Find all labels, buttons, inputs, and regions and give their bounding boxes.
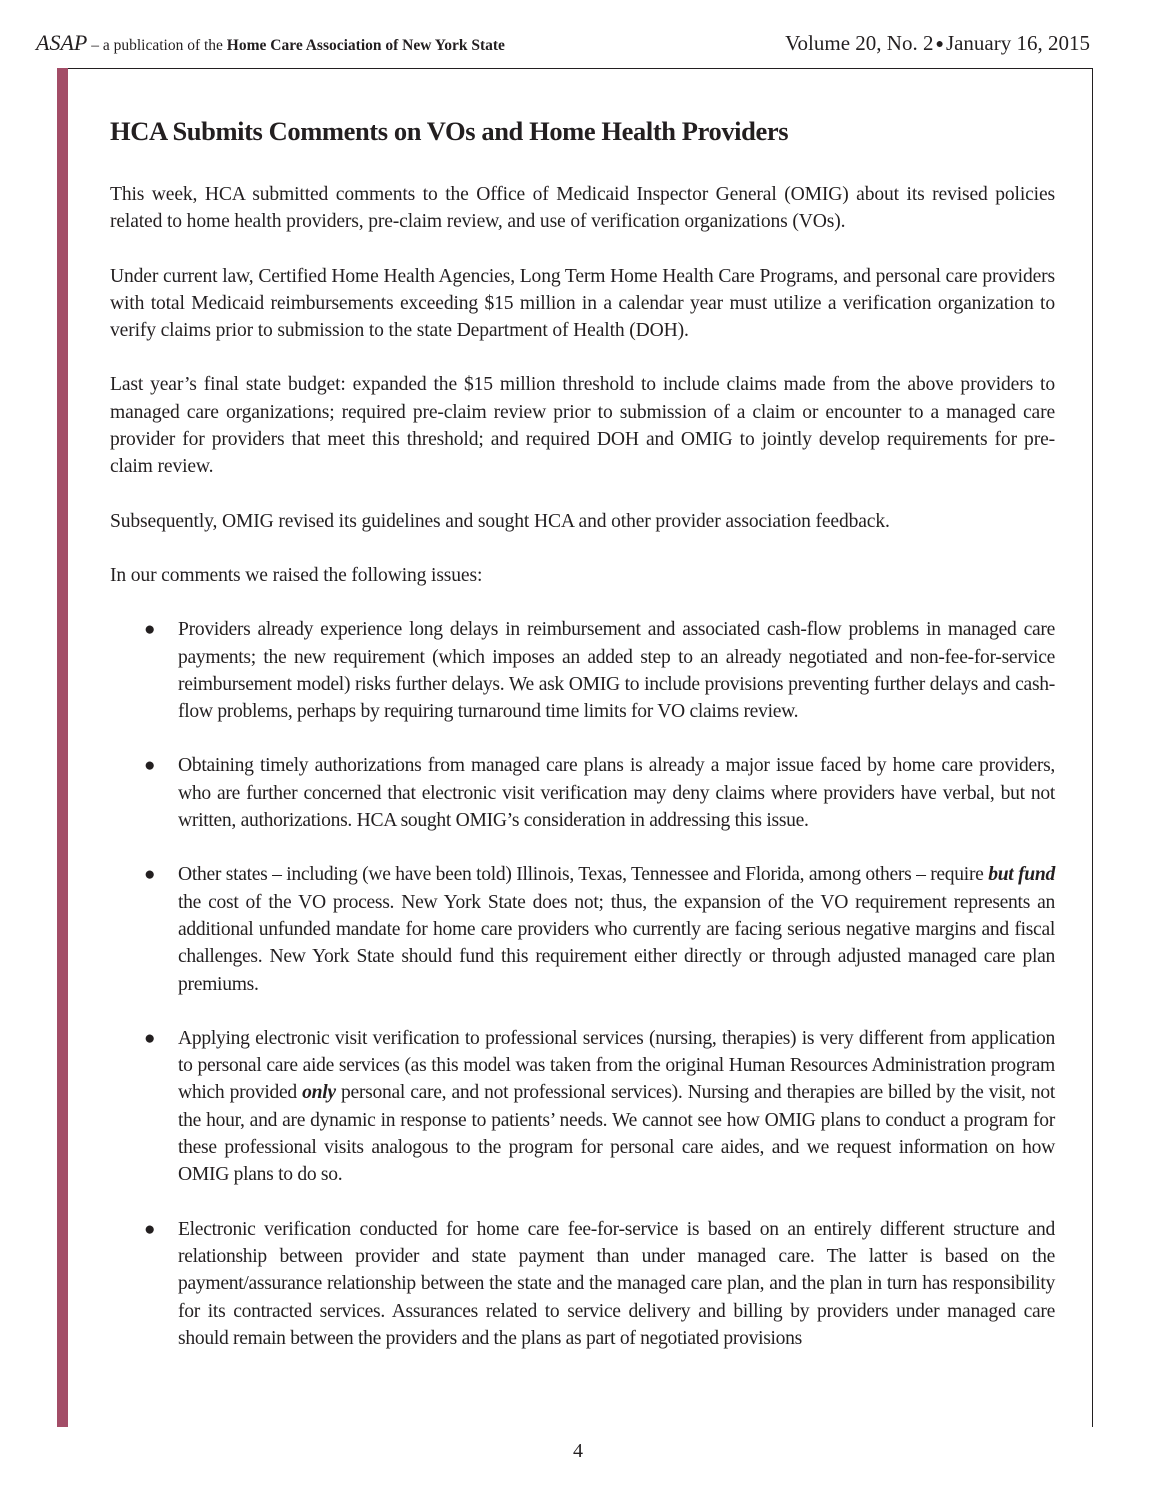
paragraph-current-law: Under current law, Certified Home Health Agencies, Long Term Home Health Care Programs, and personal care providers with total Medicaid reimbursements exceeding $15 million in a calendar year must utilize a verification organization to verify claims prior to submission to the state Department of Health (DOH). xyxy=(110,265,1055,342)
running-header xyxy=(36,30,1090,62)
issue-date: January 16, 2015 xyxy=(945,31,1090,55)
paragraph-issues-intro: In our comments we raised the following issues: xyxy=(110,564,483,586)
list-item xyxy=(110,1025,1055,1189)
bullet-separator-icon: ● xyxy=(935,37,944,52)
list-item xyxy=(110,616,1055,725)
emphasis-text: only xyxy=(302,1082,336,1104)
issue-text-before: Applying electronic visit verification to professional services (nursing, therapies) is very different from application to personal care aide services (as this model was taken from the original Human Resources Administration program which provided xyxy=(178,1027,1055,1104)
issue-text-after: personal care, and not professional services). Nursing and therapies are billed by the visit, not the hour, and are dynamic in response to patients’ needs. We cannot see how OMIG plans to conduct a program for these professional visits analogous to the program for personal care aides, and we request information on how OMIG plans to do so. xyxy=(178,1082,1056,1186)
emphasis-text: but fund xyxy=(988,864,1055,886)
publication-prefix: a publication of the xyxy=(102,37,227,54)
bullet-icon: ● xyxy=(144,1218,156,1240)
bullet-icon: ● xyxy=(144,619,156,641)
brand-name: ASAP xyxy=(36,30,88,55)
issue-text-before: Other states – including (we have been told) Illinois, Texas, Tennessee and Florida, among others – require xyxy=(178,864,989,886)
publication-line xyxy=(36,30,505,56)
paragraph-omig-revision: Subsequently, OMIG revised its guidelines and sought HCA and other provider association feedback. xyxy=(110,510,890,532)
paragraph-intro: This week, HCA submitted comments to the Office of Medicaid Inspector General (OMIG) about its revised policies related to home health providers, pre-claim review, and use of verification organizations (VOs). xyxy=(110,184,1055,233)
issue-text: Providers already experience long delays in reimbursement and associated cash-flow problems in managed care payments; the new requirement (which imposes an added step to an already negotiated and non-fee-for-service reimbursement model) risks further delays. We ask OMIG to include provisions preventing further delays and cash-flow problems, perhaps by requiring turnaround time limits for VO claims review. xyxy=(178,619,1055,723)
list-item xyxy=(110,861,1055,997)
list-item xyxy=(110,752,1055,834)
bullet-icon: ● xyxy=(144,864,156,886)
accent-bar xyxy=(57,68,68,1427)
issue-text: Electronic verification conducted for home care fee-for-service is based on an entirely different structure and relationship between provider and state payment than under managed care. The latter is based on the payment/assurance relationship between the state and the managed care plan, and the plan in turn has responsibility for its contracted services. Assurances related to service delivery and billing by providers under managed care should remain between the providers and the plans as part of negotiated provisions xyxy=(178,1218,1055,1349)
paragraph-state-budget: Last year’s final state budget: expanded the $15 million threshold to include claims made from the above providers to managed care organizations; required pre-claim review prior to submission of a claim or encounter to a managed care provider for providers that meet this threshold; and required DOH and OMIG to jointly develop requirements for pre-claim review. xyxy=(110,374,1055,478)
header-dash: – xyxy=(87,37,103,54)
list-item xyxy=(110,1216,1055,1352)
bullet-icon: ● xyxy=(144,755,156,777)
article-body xyxy=(110,112,1055,1379)
organization-name: Home Care Association of New York State xyxy=(226,37,505,54)
article-title: HCA Submits Comments on VOs and Home Health Providers xyxy=(110,116,789,146)
bullet-icon: ● xyxy=(144,1027,156,1049)
issue-text: Obtaining timely authorizations from managed care plans is already a major issue faced by home care providers, who are further concerned that electronic visit verification may deny claims where providers have verbal, but not written, authorizations. HCA sought OMIG’s consideration in addressing this issue. xyxy=(178,755,1055,832)
issue-text-after: the cost of the VO process. New York State does not; thus, the expansion of the VO requirement represents an additional unfunded mandate for home care providers who currently are facing serious negative margins and fiscal challenges. New York State should fund this requirement either directly or through adjusted managed care plan premiums. xyxy=(178,891,1055,995)
issue-info xyxy=(785,31,1090,56)
volume-number: Volume 20, No. 2 xyxy=(785,31,934,55)
page-number: 4 xyxy=(573,1440,583,1462)
issues-list xyxy=(110,616,1055,1352)
